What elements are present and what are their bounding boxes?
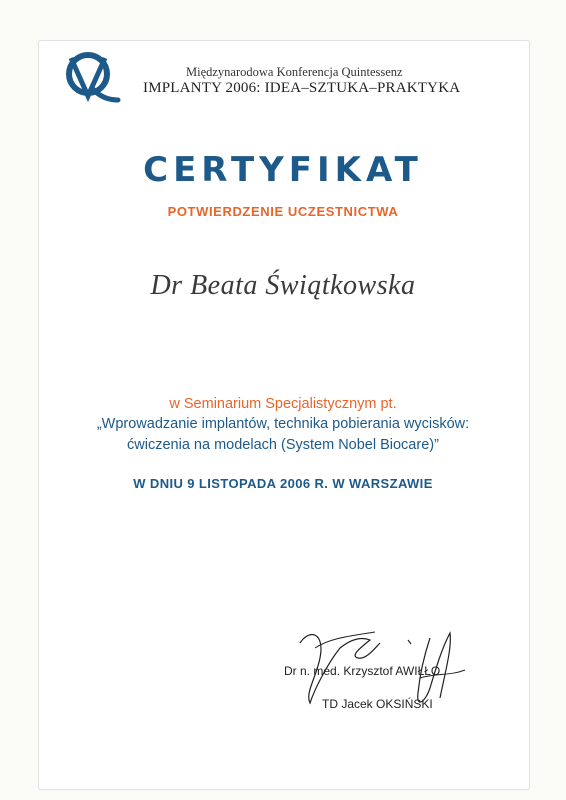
- topic-line-1: „Wprowadzanie implantów, technika pobierania wycisków:: [96, 416, 470, 432]
- certificate-title: CERTYFIKAT: [143, 150, 423, 190]
- topic-line-2: ćwiczenia na modelach (System Nobel Biocare)”: [127, 437, 439, 453]
- signer-2-name: TD Jacek OKSIŃSKI: [322, 697, 433, 711]
- quintessenz-logo-icon: [62, 50, 124, 106]
- certificate-subtitle: POTWIERDZENIE UCZESTNICTWA: [167, 204, 399, 219]
- conference-edition: IMPLANTY 2006: IDEA–SZTUKA–PRAKTYKA: [143, 80, 461, 96]
- seminar-topic: [0, 414, 566, 456]
- event-date: W DNIU 9 LISTOPADA 2006 R. W WARSZAWIE: [133, 476, 433, 491]
- conference-name: Międzynarodowa Konferencja Quintessenz: [186, 65, 403, 79]
- signer-1-name: Dr n. med. Krzysztof AWIŁŁO: [284, 664, 441, 678]
- recipient-name: Dr Beata Świątkowska: [150, 270, 416, 301]
- seminar-line: w Seminarium Specjalistycznym pt.: [169, 396, 397, 412]
